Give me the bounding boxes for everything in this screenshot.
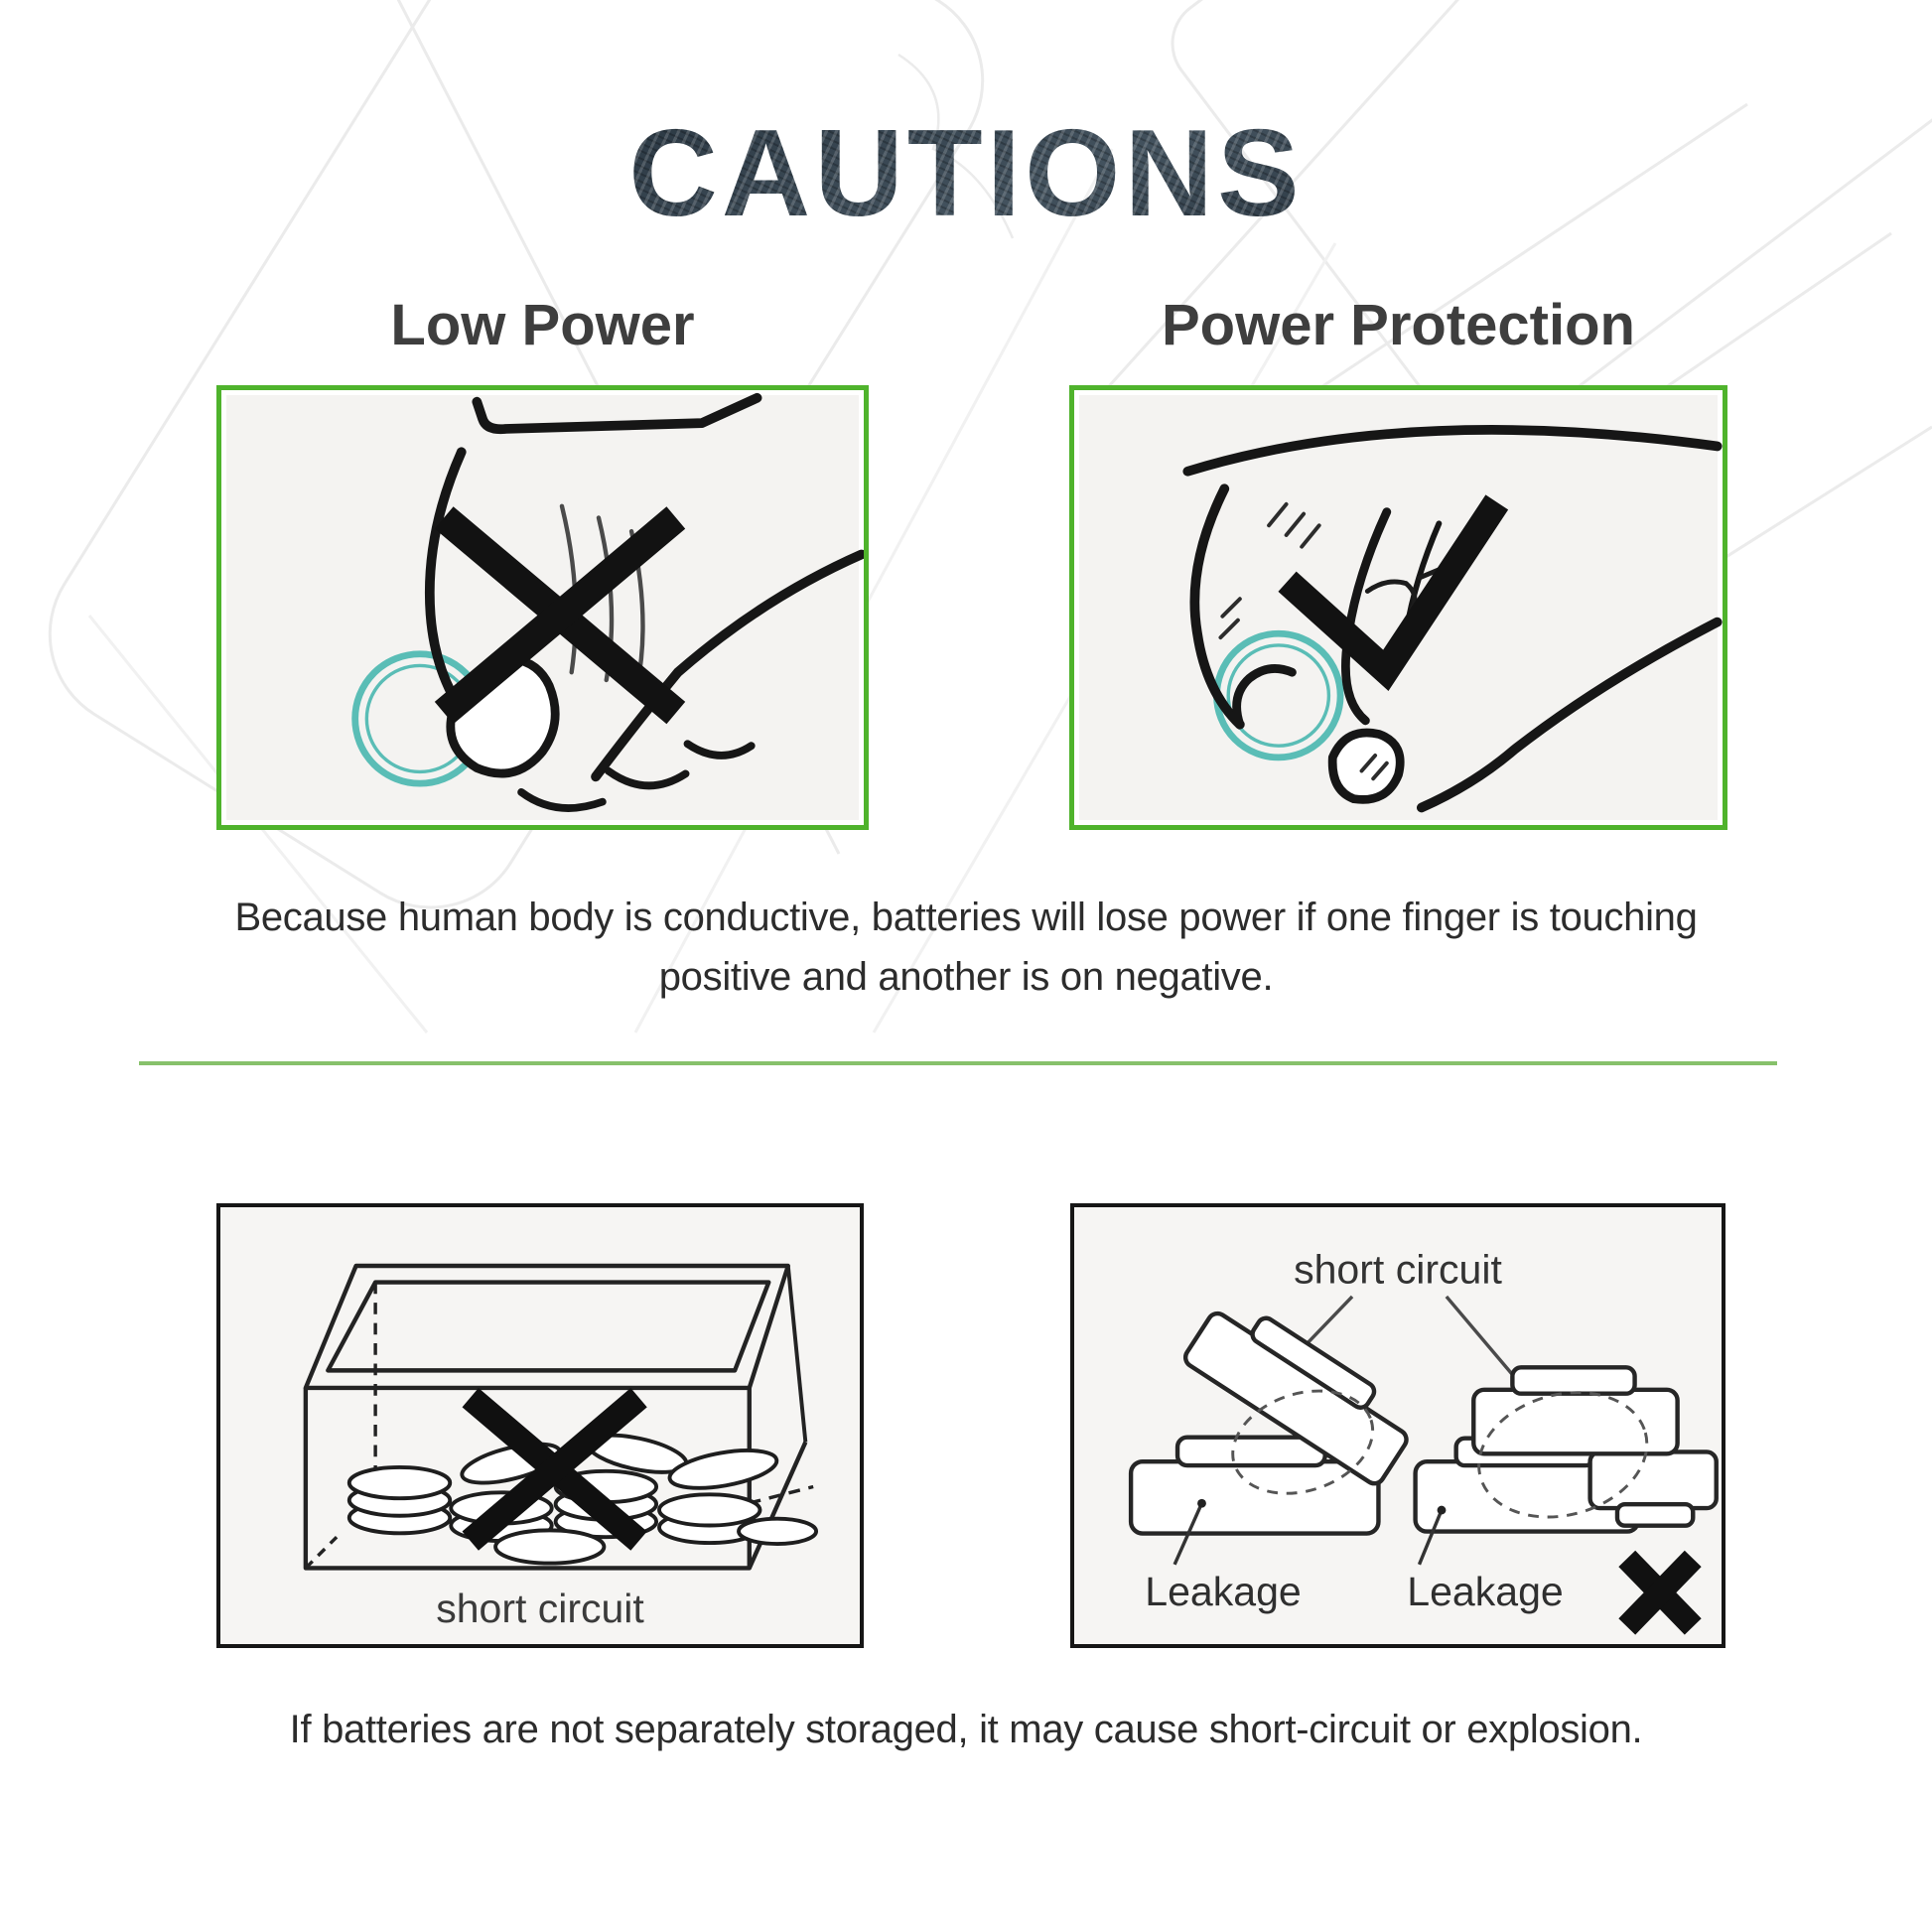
conductive-note: Because human body is conductive, batteries will lose power if one finger is touching positive and another is on negative. bbox=[234, 896, 1698, 999]
short-circuit-label: short circuit bbox=[1294, 1246, 1502, 1293]
hand-holding-battery-illustration bbox=[430, 398, 862, 808]
short-circuit-caption: short circuit bbox=[436, 1586, 644, 1632]
leakage-point bbox=[1197, 1499, 1206, 1508]
leakage-point bbox=[1438, 1506, 1447, 1515]
low-power-figure bbox=[216, 385, 869, 830]
storage-note: If batteries are not separately storaged, it may cause short-circuit or explosion. bbox=[289, 1708, 1643, 1751]
button-cell-batteries-illustration bbox=[1131, 1291, 1717, 1533]
leakage-label-1: Leakage bbox=[1145, 1568, 1302, 1614]
power-protection-heading: Power Protection bbox=[1162, 293, 1635, 357]
x-mark-icon bbox=[1627, 1559, 1693, 1626]
stacked-batteries-figure bbox=[1070, 1203, 1725, 1648]
section-divider bbox=[139, 1061, 1777, 1065]
page-title: CAUTIONS bbox=[0, 103, 1932, 244]
storage-box-figure bbox=[216, 1203, 864, 1648]
low-power-heading: Low Power bbox=[390, 293, 695, 357]
leakage-label-2: Leakage bbox=[1407, 1568, 1564, 1614]
hand-pinching-battery-illustration bbox=[1187, 430, 1717, 808]
power-protection-figure bbox=[1069, 385, 1727, 830]
